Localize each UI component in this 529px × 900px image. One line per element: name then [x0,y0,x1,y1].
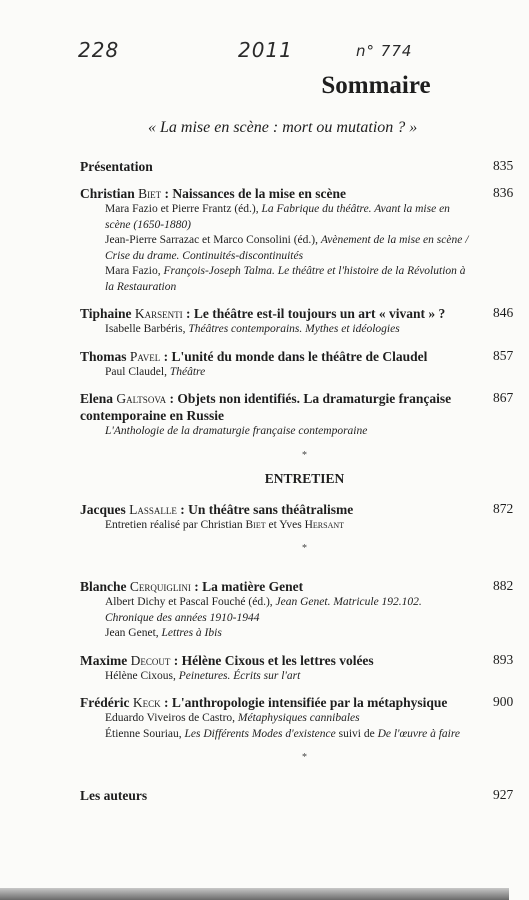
entry-sub [80,727,469,743]
entry-sub [80,518,469,534]
author-last: Decout [130,652,171,668]
section-heading: ENTRETIEN [264,470,345,486]
entry-heading [80,305,469,322]
entry-page: 836 [493,185,514,200]
author-first: Jacques [80,501,126,517]
entry-title: L'anthropologie intensifiée par la métaphysique [171,695,448,710]
separator-star: * [302,543,307,554]
entry-sub [80,595,469,626]
sub-work-title: Les Différents Modes d'existence [184,727,336,740]
entry-title: Naissances de la mise en scène [172,186,346,201]
sub-text: Jean Genet, [105,627,162,639]
entry-title: Présentation [80,159,153,174]
entry-page: 846 [493,305,514,320]
entries-group-a [80,158,514,440]
sub-work-title: Lettres à Ibis [161,627,222,639]
entry-sub [80,711,469,727]
entry-heading [80,578,469,595]
sub-text: Eduardo Viveiros de Castro, [105,712,238,724]
author-last: Cerquiglini [129,579,191,594]
sub-name: Hersant [304,518,345,531]
entry-title: Le théâtre est-il toujours un art « vivant » ? [193,306,446,321]
toc-entry[interactable] [80,347,514,381]
toc-entry[interactable] [80,694,514,742]
sub-work-title: Théâtre [169,365,206,378]
author-last: Pavel [129,348,161,364]
page-title: Sommaire [321,72,431,99]
sub-text: Albert Dichy et Pascal Fouché (éd.), [105,596,276,608]
sub-text: Isabelle Barbéris, [105,323,189,335]
sub-work-title: Jean Genet. Matricule 192.102. Chronique des années 1910-1944 [105,596,422,624]
sub-work-title: L'Anthologie de la dramaturgie française contemporaine [105,425,368,437]
entry-page: 857 [493,347,514,363]
sub-text: suivi de [335,727,378,740]
entry-sub [80,365,469,381]
sub-text: et Yves [265,518,305,531]
entry-sub [80,202,469,233]
entry-title: Un théâtre sans théâtralisme [188,501,354,517]
entry-sub [80,233,469,264]
entries-group-b [80,578,514,742]
author-first: Blanche [80,579,127,594]
sub-text: Hélène Cixous, [105,669,179,682]
toc-entry[interactable] [80,305,514,338]
entry-heading [80,694,469,711]
sub-work-title: Avènement de la mise en scène / Crise du drame. Continuités-discontinuités [105,234,469,262]
separator-star: * [302,752,307,763]
toc-entry-authors[interactable] [80,787,514,804]
sub-work-title: De l'œuvre à faire [377,727,460,740]
entry-title: L'unité du monde dans le théâtre de Claudel [171,348,428,364]
entry-page: 867 [493,390,514,405]
entry-page: 872 [493,500,514,516]
entry-title: La matière Genet [202,579,304,594]
entry-page: 893 [493,651,514,667]
sub-work-title: Métaphysiques cannibales [237,712,360,724]
sub-text: Entretien réalisé par Christian [105,518,246,531]
toc-entry[interactable] [80,390,514,440]
entry-separator: : [190,579,203,594]
author-first: Elena [80,391,114,406]
entry-separator: : [182,306,194,321]
handwritten-issue: n° 774 [356,42,413,60]
handwritten-year: 2011 [238,38,293,62]
entry-sub [80,424,469,440]
table-of-contents [80,158,514,814]
entry-heading [80,501,469,518]
entry-heading [80,348,469,365]
entry-separator: : [176,501,189,517]
sub-text: Mara Fazio et Pierre Frantz (éd.), [105,203,262,215]
sub-work-title: Peinetures. Écrits sur l'art [178,669,301,682]
entry-separator: : [160,695,172,710]
toc-entry-interview[interactable] [80,500,514,534]
author-last: Keck [132,695,161,710]
entry-heading [80,185,469,202]
entry-heading [80,158,469,175]
entry-sub [80,626,469,642]
toc-entry[interactable] [80,158,514,175]
author-first: Maxime [80,652,128,668]
sub-work-title: Théâtres contemporains. Mythes et idéologies [188,323,400,335]
entry-title: Objets non identifiés. La dramaturgie française contemporaine en Russie [80,391,452,423]
toc-entry[interactable] [80,578,514,642]
entry-sub [80,322,469,338]
entry-separator: : [160,348,172,364]
entry-sub [80,669,469,685]
entry-title: Hélène Cixous et les lettres volées [181,652,374,668]
sub-text: Jean-Pierre Sarrazac et Marco Consolini (éd.), [105,234,321,246]
entry-heading [80,652,469,669]
sub-name: Biet [245,518,266,531]
entry-title: Les auteurs [80,788,148,803]
author-last: Galtsova [116,391,167,406]
author-first: Frédéric [80,695,130,710]
entry-page: 882 [493,578,514,593]
entry-separator: : [161,186,173,201]
sub-text: Étienne Souriau, [105,727,185,740]
author-last: Biet [138,186,162,201]
entry-page: 900 [493,694,514,709]
entry-separator: : [166,391,178,406]
entry-page: 835 [493,158,514,173]
sub-text: Paul Claudel, [105,365,170,378]
author-first: Thomas [80,348,127,364]
author-first: Tiphaine [80,306,132,321]
toc-entry[interactable] [80,185,514,295]
entry-sub [80,264,469,295]
entry-heading [80,390,469,424]
entry-page: 927 [493,787,514,802]
toc-entry[interactable] [80,651,514,685]
author-first: Christian [80,186,135,201]
scan-edge [0,888,509,900]
page-subtitle: « La mise en scène : mort ou mutation ? » [148,119,418,136]
sub-work-title: La Fabrique du théâtre. Avant la mise en scène (1650-1880) [105,203,450,231]
sub-work-title: François-Joseph Talma. Le théâtre et l'histoire de la Révolution à la Restauration [105,265,466,293]
handwritten-page-number: 228 [78,38,120,62]
separator-star: * [302,449,307,461]
author-last: Lassalle [129,501,177,517]
entry-separator: : [170,652,182,668]
sub-text: Mara Fazio, [105,265,164,277]
author-last: Karsenti [134,306,183,321]
